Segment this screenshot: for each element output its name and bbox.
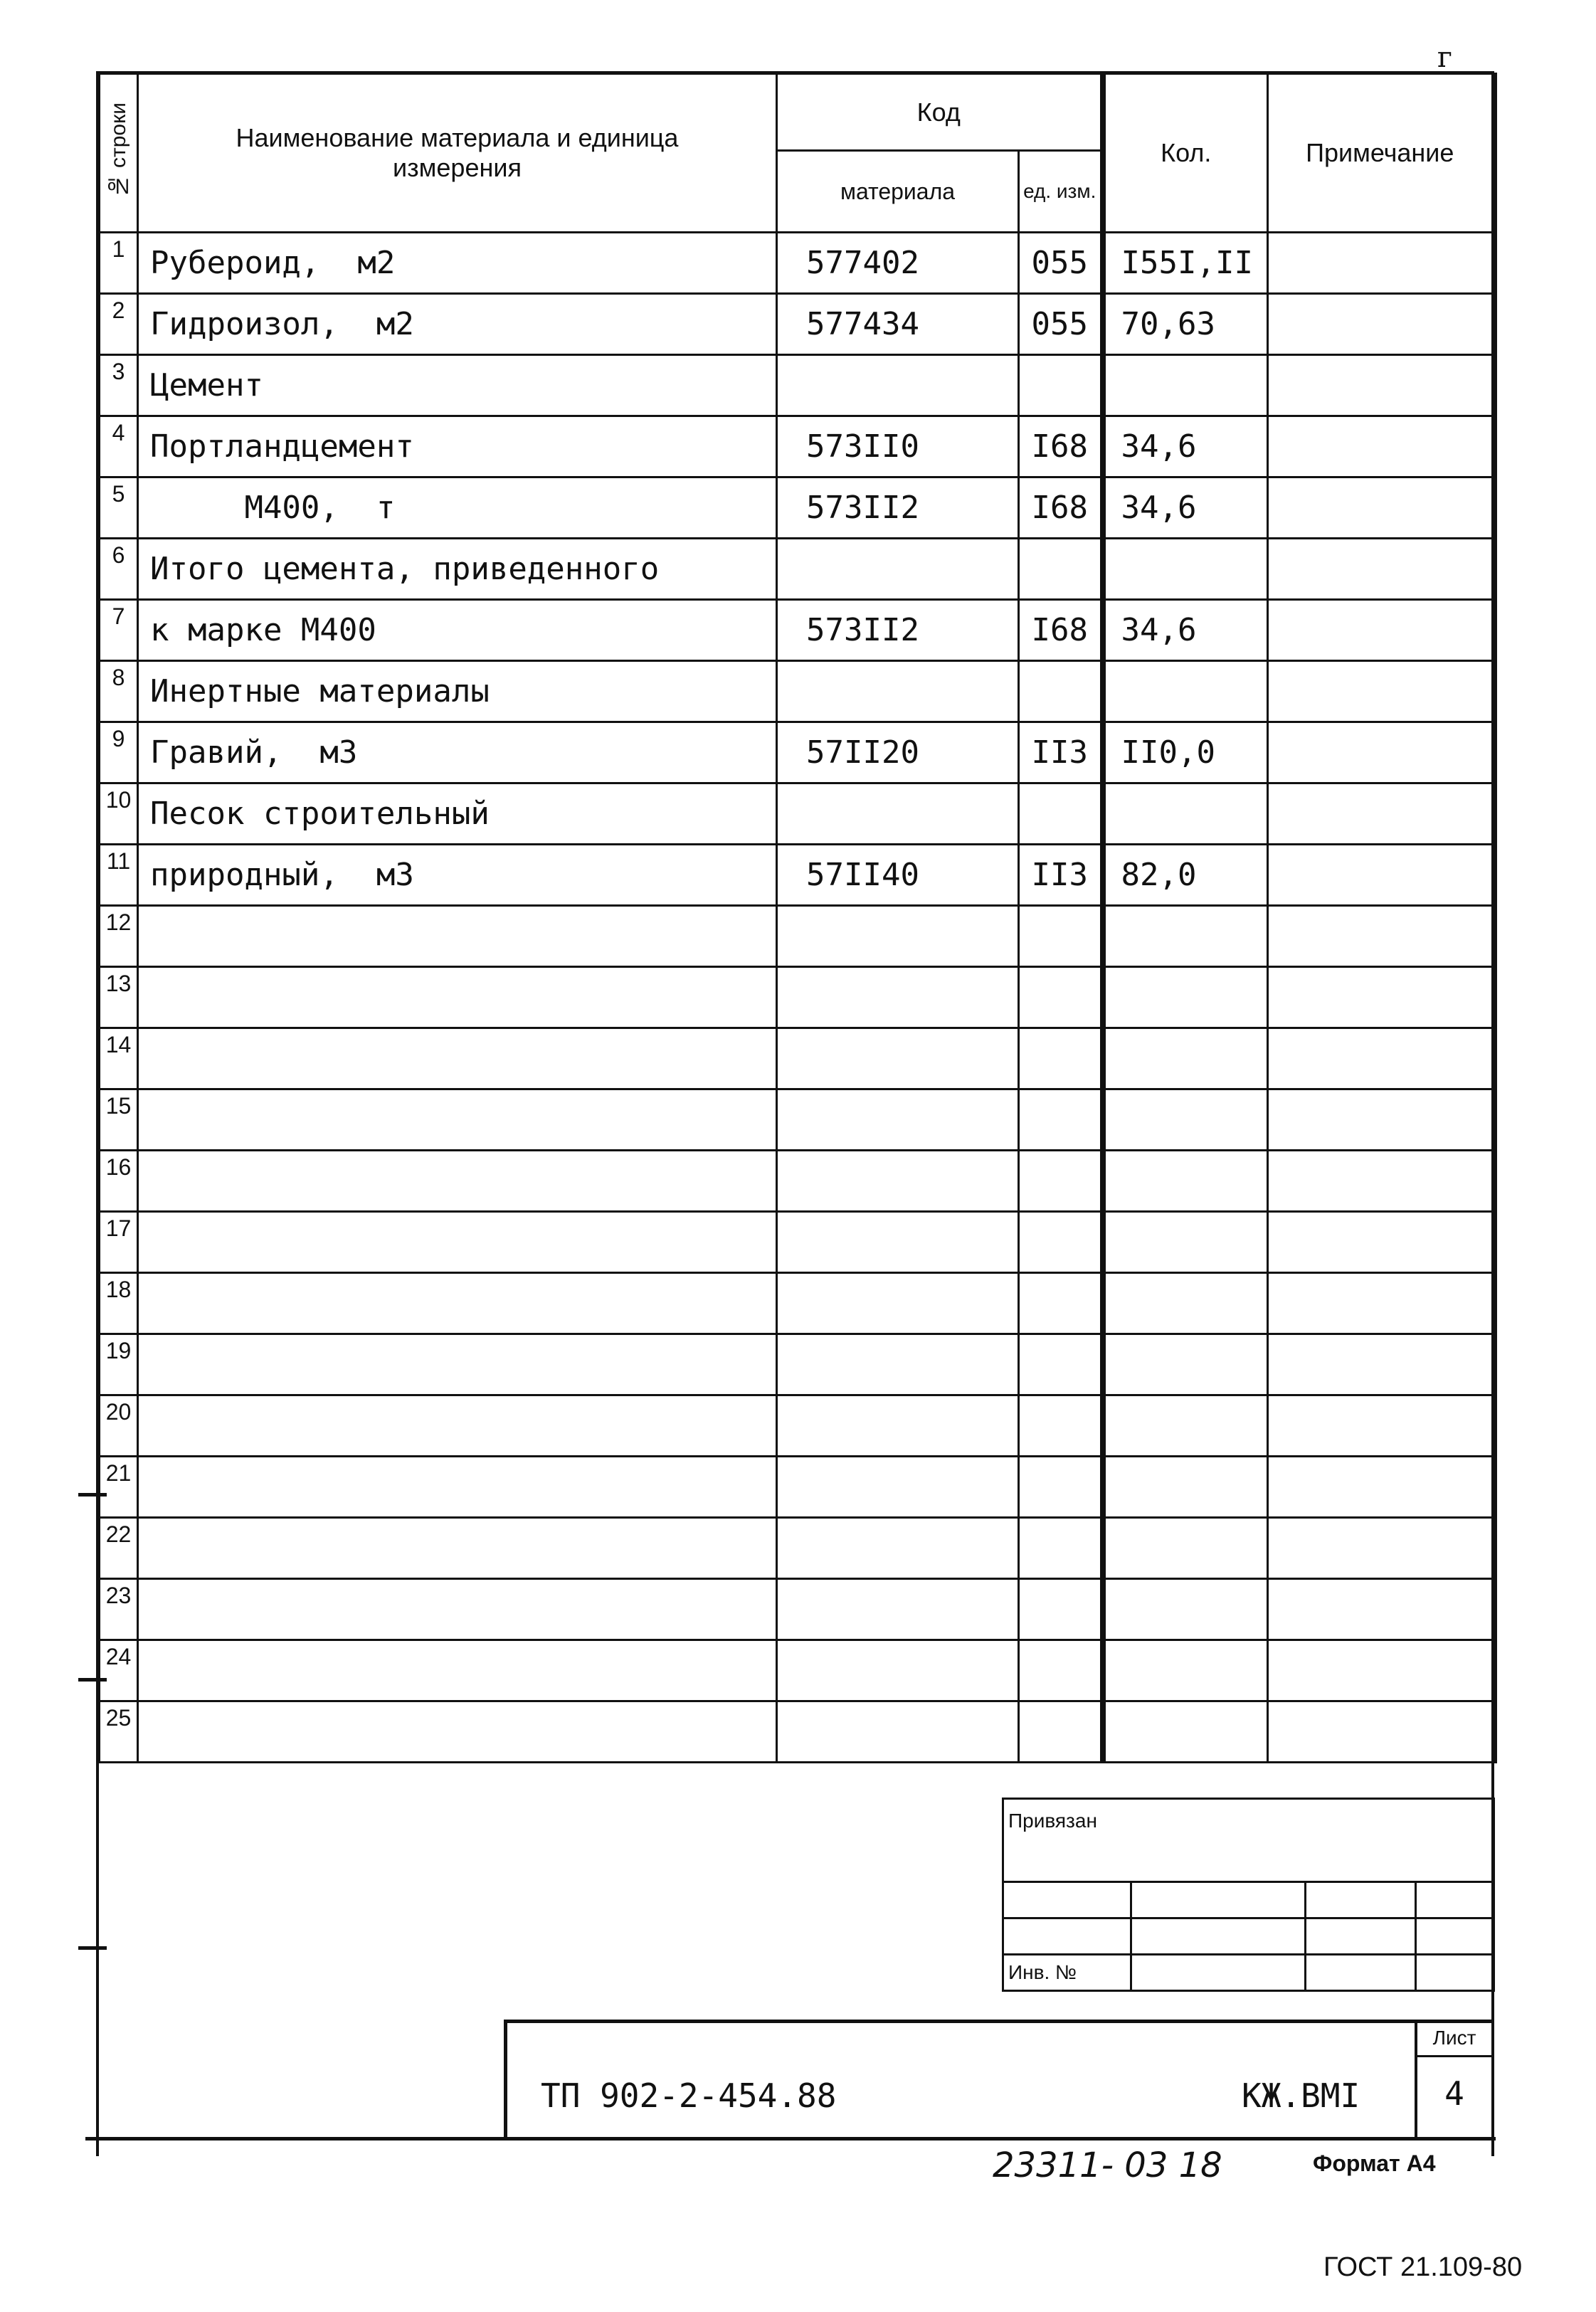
material-code: 573II0 (777, 416, 1019, 477)
material-name (138, 1457, 777, 1518)
quantity (1103, 1457, 1268, 1518)
material-name (138, 1151, 777, 1212)
quantity (1103, 539, 1268, 600)
note (1268, 1457, 1494, 1518)
row-number: 4 (100, 416, 138, 477)
note (1268, 355, 1494, 416)
note (1268, 845, 1494, 906)
margin-tick (78, 1946, 107, 1950)
row-number: 19 (100, 1334, 138, 1395)
unit-code: I68 (1019, 416, 1103, 477)
material-name: M400, т (138, 477, 777, 539)
row-number: 6 (100, 539, 138, 600)
quantity: II0,0 (1103, 722, 1268, 783)
note (1268, 1273, 1494, 1334)
row-number: 10 (100, 783, 138, 845)
header-code-unit: ед. изм. (1019, 151, 1103, 233)
row-number: 17 (100, 1212, 138, 1273)
note (1268, 539, 1494, 600)
note (1268, 1395, 1494, 1457)
unit-code (1019, 906, 1103, 967)
mark-code: КЖ.ВМI (1242, 2076, 1360, 2115)
table-row (100, 1334, 1494, 1395)
material-name (138, 1212, 777, 1273)
material-name: Портландцемент (138, 416, 777, 477)
quantity (1103, 906, 1268, 967)
table-row (100, 600, 1494, 661)
header-row-number (100, 74, 138, 233)
material-code (777, 1334, 1019, 1395)
binding-cell (1131, 1918, 1306, 1955)
quantity (1103, 355, 1268, 416)
table-row (100, 845, 1494, 906)
note (1268, 1028, 1494, 1089)
table-row (100, 355, 1494, 416)
note (1268, 1151, 1494, 1212)
table-row (100, 1028, 1494, 1089)
unit-code (1019, 1395, 1103, 1457)
row-number: 24 (100, 1640, 138, 1701)
row-number: 16 (100, 1151, 138, 1212)
binding-cell (1131, 1955, 1306, 1991)
header-qty: Кол. (1103, 74, 1268, 233)
table-row (100, 661, 1494, 722)
material-name: к марке М400 (138, 600, 777, 661)
note (1268, 722, 1494, 783)
note (1268, 1701, 1494, 1763)
material-name (138, 1701, 777, 1763)
binding-block (1002, 1798, 1495, 1992)
table-row (100, 1151, 1494, 1212)
corner-mark: г (1437, 41, 1452, 74)
row-number: 8 (100, 661, 138, 722)
note (1268, 1518, 1494, 1579)
table-row (100, 1089, 1494, 1151)
row-number: 23 (100, 1579, 138, 1640)
row-number: 18 (100, 1273, 138, 1334)
quantity: 34,6 (1103, 416, 1268, 477)
table-row (100, 294, 1494, 355)
table-row (100, 1212, 1494, 1273)
binding-cell (1306, 1882, 1416, 1918)
table-row (100, 783, 1494, 845)
row-number: 11 (100, 845, 138, 906)
row-number: 3 (100, 355, 138, 416)
row-number: 15 (100, 1089, 138, 1151)
quantity: 82,0 (1103, 845, 1268, 906)
table-row (100, 1640, 1494, 1701)
note (1268, 416, 1494, 477)
binding-label: Привязан (1003, 1799, 1494, 1882)
material-code (777, 967, 1019, 1028)
note (1268, 1640, 1494, 1701)
material-code (777, 1579, 1019, 1640)
note (1268, 661, 1494, 722)
unit-code (1019, 1212, 1103, 1273)
table-row (100, 1518, 1494, 1579)
row-number: 22 (100, 1518, 138, 1579)
unit-code (1019, 783, 1103, 845)
material-code (777, 1395, 1019, 1457)
unit-code (1019, 539, 1103, 600)
table-row (100, 1273, 1494, 1334)
quantity (1103, 1579, 1268, 1640)
material-code: 573II2 (777, 600, 1019, 661)
quantity (1103, 1518, 1268, 1579)
note (1268, 294, 1494, 355)
material-name (138, 1579, 777, 1640)
quantity (1103, 1701, 1268, 1763)
material-name: Песок строительный (138, 783, 777, 845)
quantity (1103, 1273, 1268, 1334)
unit-code (1019, 1334, 1103, 1395)
header-code-material: материала (777, 151, 1019, 233)
unit-code: I68 (1019, 600, 1103, 661)
binding-cell (1306, 1918, 1416, 1955)
row-number: 25 (100, 1701, 138, 1763)
quantity (1103, 1212, 1268, 1273)
unit-code (1019, 1151, 1103, 1212)
table-row (100, 233, 1494, 294)
sheet-number: 4 (1444, 2074, 1464, 2113)
quantity: I55I,II (1103, 233, 1268, 294)
note (1268, 1089, 1494, 1151)
quantity (1103, 661, 1268, 722)
material-code: 577402 (777, 233, 1019, 294)
material-name (138, 1640, 777, 1701)
material-code (777, 906, 1019, 967)
unit-code (1019, 1089, 1103, 1151)
unit-code: II3 (1019, 722, 1103, 783)
row-number: 14 (100, 1028, 138, 1089)
material-name: Рубероид, м2 (138, 233, 777, 294)
material-code (777, 1212, 1019, 1273)
quantity (1103, 1640, 1268, 1701)
table-row (100, 1395, 1494, 1457)
binding-cell (1306, 1955, 1416, 1991)
format-label: Формат А4 (1313, 2150, 1436, 2176)
unit-code (1019, 1518, 1103, 1579)
sheet-label: Лист (1417, 2027, 1491, 2057)
note (1268, 906, 1494, 967)
quantity (1103, 1028, 1268, 1089)
unit-code: 055 (1019, 233, 1103, 294)
binding-cell (1003, 1918, 1131, 1955)
row-number: 1 (100, 233, 138, 294)
note (1268, 1579, 1494, 1640)
material-name (138, 1395, 777, 1457)
row-number: 9 (100, 722, 138, 783)
unit-code: II3 (1019, 845, 1103, 906)
material-code: 57II40 (777, 845, 1019, 906)
material-name: Гидроизол, м2 (138, 294, 777, 355)
quantity (1103, 1334, 1268, 1395)
quantity (1103, 1395, 1268, 1457)
bottom-border (85, 2137, 1496, 2141)
material-name: Цемент (138, 355, 777, 416)
material-code (777, 1457, 1019, 1518)
row-number: 7 (100, 600, 138, 661)
document-code: ТП 902-2-454.88 (541, 2076, 837, 2115)
handwritten-number: 23311- 03 18 (993, 2145, 1222, 2185)
quantity (1103, 783, 1268, 845)
row-number: 12 (100, 906, 138, 967)
binding-cell (1003, 1882, 1131, 1918)
material-code (777, 783, 1019, 845)
note (1268, 1212, 1494, 1273)
table-row (100, 1579, 1494, 1640)
note (1268, 783, 1494, 845)
row-number: 20 (100, 1395, 138, 1457)
table-row (100, 722, 1494, 783)
table-row (100, 1701, 1494, 1763)
material-code: 573II2 (777, 477, 1019, 539)
unit-code (1019, 1028, 1103, 1089)
unit-code (1019, 355, 1103, 416)
binding-cell (1131, 1882, 1306, 1918)
unit-code: I68 (1019, 477, 1103, 539)
header-code: Код (777, 74, 1103, 151)
binding-cell (1416, 1882, 1494, 1918)
row-number: 13 (100, 967, 138, 1028)
material-name (138, 1089, 777, 1151)
margin-tick (78, 1493, 107, 1497)
material-code (777, 1701, 1019, 1763)
unit-code (1019, 1273, 1103, 1334)
table-row (100, 967, 1494, 1028)
unit-code (1019, 1579, 1103, 1640)
material-code: 577434 (777, 294, 1019, 355)
unit-code (1019, 661, 1103, 722)
quantity (1103, 1089, 1268, 1151)
material-code (777, 1089, 1019, 1151)
note (1268, 600, 1494, 661)
inventory-label: Инв. № (1003, 1955, 1131, 1991)
material-name (138, 1273, 777, 1334)
header-note: Примечание (1268, 74, 1494, 233)
table-row (100, 539, 1494, 600)
table-row (100, 906, 1494, 967)
material-name (138, 906, 777, 967)
binding-cell (1416, 1918, 1494, 1955)
unit-code (1019, 967, 1103, 1028)
quantity: 34,6 (1103, 477, 1268, 539)
quantity (1103, 1151, 1268, 1212)
material-code (777, 1640, 1019, 1701)
header-name: Наименование материала и единица измерения (138, 74, 777, 233)
material-name: Гравий, м3 (138, 722, 777, 783)
table-row (100, 416, 1494, 477)
material-name (138, 1334, 777, 1395)
material-code (777, 1028, 1019, 1089)
unit-code (1019, 1701, 1103, 1763)
note (1268, 233, 1494, 294)
table-row (100, 477, 1494, 539)
material-code (777, 539, 1019, 600)
materials-table (98, 73, 1497, 1763)
unit-code: 055 (1019, 294, 1103, 355)
margin-tick (78, 1678, 107, 1682)
material-name: природный, м3 (138, 845, 777, 906)
unit-code (1019, 1640, 1103, 1701)
note (1268, 477, 1494, 539)
quantity (1103, 967, 1268, 1028)
gost-label: ГОСТ 21.109-80 (1323, 2252, 1523, 2282)
row-number: 5 (100, 477, 138, 539)
row-number: 21 (100, 1457, 138, 1518)
quantity: 34,6 (1103, 600, 1268, 661)
table-row (100, 1457, 1494, 1518)
row-number: 2 (100, 294, 138, 355)
binding-cell (1416, 1955, 1494, 1991)
unit-code (1019, 1457, 1103, 1518)
material-name (138, 1028, 777, 1089)
material-name: Инертные материалы (138, 661, 777, 722)
material-name (138, 1518, 777, 1579)
material-code: 57II20 (777, 722, 1019, 783)
material-code (777, 355, 1019, 416)
material-code (777, 1273, 1019, 1334)
material-code (777, 661, 1019, 722)
row-number-label: № строки (106, 102, 130, 198)
material-code (777, 1151, 1019, 1212)
header-row-1 (100, 74, 1494, 151)
material-code (777, 1518, 1019, 1579)
note (1268, 1334, 1494, 1395)
quantity: 70,63 (1103, 294, 1268, 355)
material-name (138, 967, 777, 1028)
material-name: Итого цемента, приведенного (138, 539, 777, 600)
note (1268, 967, 1494, 1028)
